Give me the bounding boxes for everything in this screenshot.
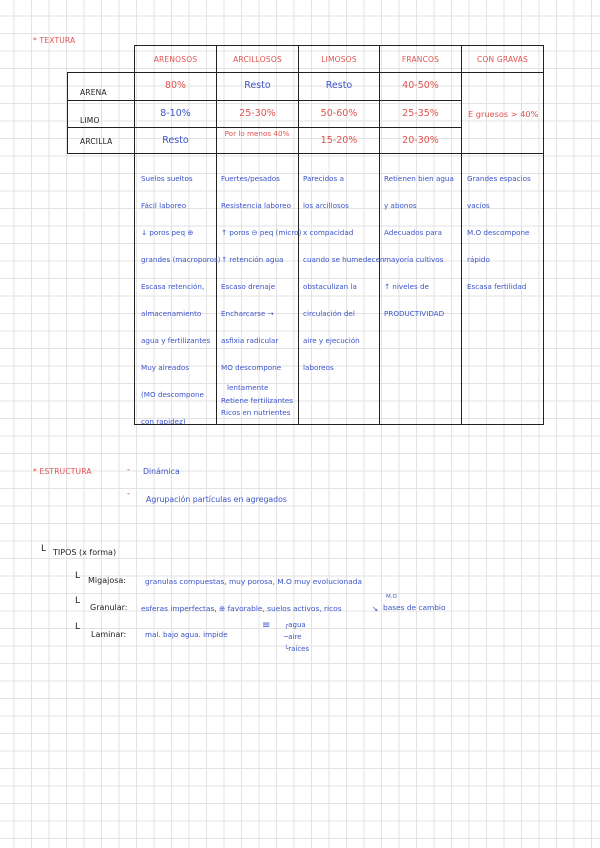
tipo-name-granular: Granular: <box>90 603 128 612</box>
col-header-francos: FRANCOS <box>401 55 440 64</box>
desc-francos: Retienen bien agua y abonos Adecuados para mayoría cultivos ↑ niveles de PRODUCTIVIDAD <box>384 174 454 318</box>
cell-arcilla-arenosos: Resto <box>162 135 189 146</box>
textura-title: * TEXTURA <box>33 36 76 45</box>
estructura-dash-2: - <box>127 489 131 499</box>
tipos-title: TIPOS (x forma) <box>53 548 117 557</box>
tipo-note2-granular: bases de cambio <box>383 603 446 612</box>
cell-arcilla-limosos: 15-20% <box>320 135 358 146</box>
cell-limo-limosos: 50-60% <box>320 108 358 119</box>
tipo-bullet-migajosa: L <box>75 571 81 581</box>
desc-arenosos: Suelos sueltos Fácil laboreo ↓ poros peq ⊕ grandes (macroporos) Escasa retención, almacenamiento agua y fertilizantes Muy aireados (MO descompone con rapidez) <box>141 174 221 426</box>
tipo-name-laminar: Laminar: <box>91 630 127 639</box>
tipo-name-migajosa: Migajosa: <box>88 576 126 585</box>
desc-limosos: Parecidos a los arcillosos x compacidad cuando se humedecen obstaculizan la circulación del aire y ejecución laboreos <box>303 174 385 372</box>
cell-arcilla-arcillosos: Por lo menos 40% <box>224 129 290 138</box>
laminar-branches <box>284 619 309 655</box>
cell-limo-arcillosos: 25-30% <box>239 108 276 119</box>
cell-arena-limosos: Resto <box>325 80 353 91</box>
col-header-arcillosos: ARCILLOSOS <box>233 55 282 64</box>
estructura-item-agrupacion: Agrupación partículas en agregados <box>146 495 287 504</box>
tipo-bullet-granular: L <box>75 596 81 606</box>
row-label-arcilla: ARCILLA <box>80 137 113 146</box>
tipo-bullet-laminar: L <box>75 622 81 632</box>
tipo-text-granular: esferas imperfectas, ⊕ favorable, suelos activos, ricos <box>141 604 342 613</box>
cell-limo-arenosos: 8-10% <box>160 108 191 119</box>
branch-agua: ╭agua <box>284 621 306 629</box>
tipo-arrow-granular: ↘ <box>372 604 379 613</box>
tipo-note-granular: M.O <box>386 594 397 600</box>
laminar-symbol: ≡ <box>262 620 271 631</box>
tipos-bullet: L <box>41 544 47 554</box>
tipo-text-migajosa: granulas compuestas, muy porosa, M.O muy evolucionada <box>145 577 362 586</box>
cell-arena-arenosos: 80% <box>164 80 187 91</box>
col-header-limosos: LIMOSOS <box>321 55 357 64</box>
branch-aire: ─aire <box>284 633 302 641</box>
col-header-arenosos: ARENOSOS <box>153 55 198 64</box>
tipo-text-laminar: mal. bajo agua. impide <box>145 630 228 639</box>
estructura-title: * ESTRUCTURA <box>33 467 92 476</box>
desc-arcillosos: Fuertes/pesados Resistencia laboreo ↑ poros ⊖ peq (micro) ↑ retención agua Escaso drenaje Encharcarse → asfixia radicular MO descompone lentamente Retiene fertilizantes Ricos en nutrientes <box>221 174 302 417</box>
estructura-dash-1: - <box>127 465 131 475</box>
cell-arena-arcillosos: Resto <box>244 80 271 91</box>
desc-con-gravas: Grandes espacios vacíos M.O descompone rápido Escasa fertilidad <box>467 174 531 291</box>
cell-arcilla-francos: 20-30% <box>402 135 439 146</box>
row-label-arena: ARENA <box>80 88 107 97</box>
cell-arena-francos: 40-50% <box>402 80 439 91</box>
estructura-item-dinamica: Dinámica <box>143 467 180 476</box>
row-label-limo: LIMO <box>80 116 100 125</box>
branch-raices: ╰raíces <box>284 645 310 653</box>
cell-gravas-gruesos: E gruesos > 40% <box>468 109 539 119</box>
cell-limo-francos: 25-35% <box>402 108 439 119</box>
col-header-con-gravas: CON GRAVAS <box>476 55 529 64</box>
